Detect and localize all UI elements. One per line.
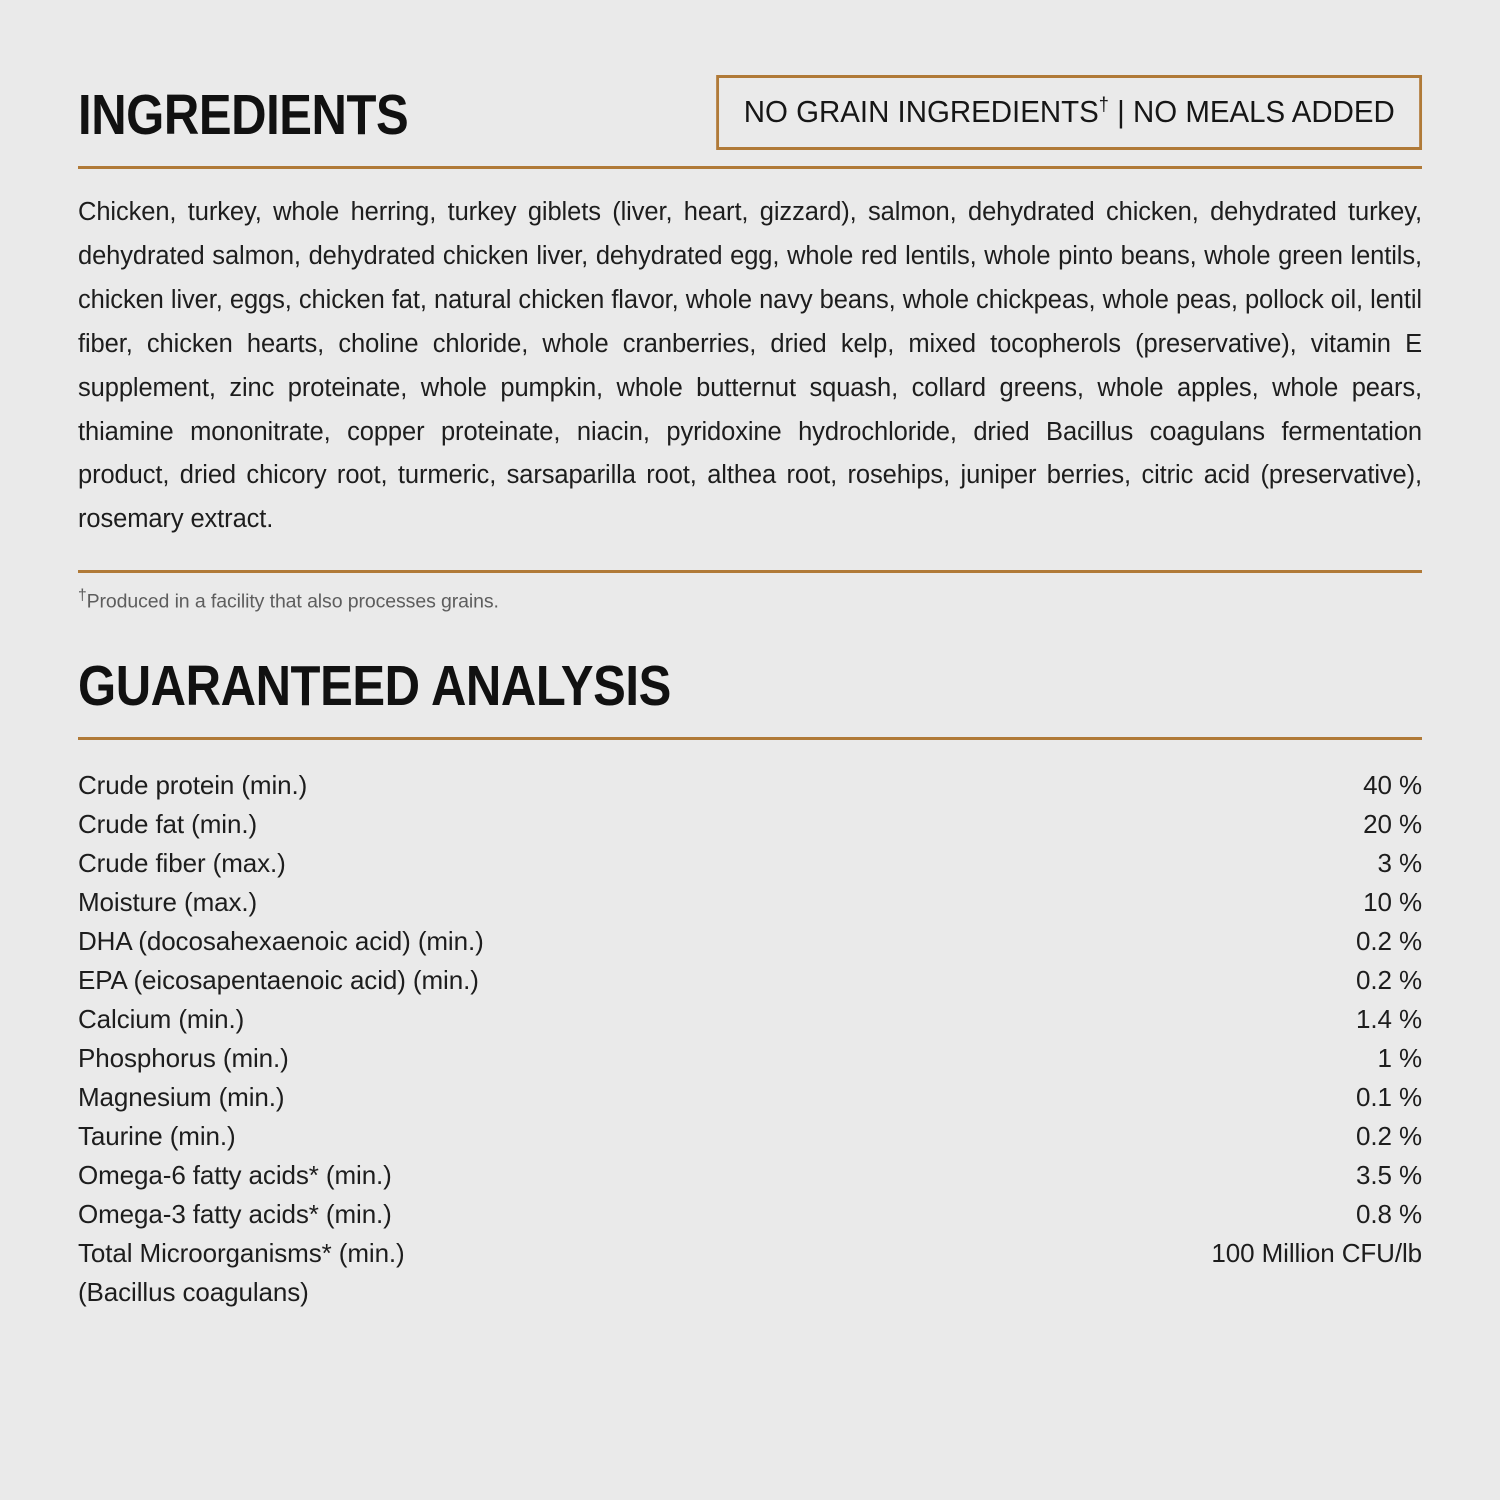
row-value: 100 Million CFU/lb [1211,1237,1422,1268]
row-label: Calcium (min.) [78,1003,245,1034]
row-label: Crude fat (min.) [78,808,258,839]
table-row [78,1039,1422,1078]
table-row [78,766,1422,805]
row-label: Magnesium (min.) [78,1081,285,1112]
ingredients-text: Chicken, turkey, whole herring, turkey giblets (liver, heart, gizzard), salmon, dehydrated chicken, dehydrated turkey, dehydrated salmon, dehydrated chicken liver, dehydrated egg, whole red lentils, whole pinto beans, whole green lentils, chicken liver, eggs, chicken fat, natural chicken flavor, whole navy beans, whole chickpeas, whole peas, pollock oil, lentil fiber, chicken hearts, choline chloride, whole cranberries, dried kelp, mixed tocopherols (preservative), vitamin E supplement, zinc proteinate, whole pumpkin, whole butternut squash, collard greens, whole apples, whole pears, thiamine mononitrate, copper proteinate, niacin, pyridoxine hydrochloride, dried Bacillus coagulans fermentation product, dried chicory root, turmeric, sarsaparilla root, althea root, rosehips, juniper berries, citric acid (preservative), rosemary extract. [78,198,1422,534]
grain-facility-footnote: †Produced in a facility that also processes grains. [78,587,499,613]
row-value: 10 % [1363,886,1422,917]
row-label: Moisture (max.) [78,886,258,917]
table-row [78,1156,1422,1195]
row-value-empty [922,1273,1422,1312]
table-row [78,1000,1422,1039]
guaranteed-analysis-body [78,766,1422,1312]
row-label: Total Microorganisms* (min.) [78,1237,405,1268]
table-row [78,922,1422,961]
ingredients-heading: INGREDIENTS [78,83,409,148]
no-grain-badge-label: NO GRAIN INGREDIENTS† | NO MEALS ADDED [743,94,1395,130]
row-value: 0.8 % [1356,1198,1422,1229]
row-value: 3 % [1377,847,1422,878]
ingredients-divider [78,166,1422,169]
table-row [78,1078,1422,1117]
table-row [78,1234,1422,1273]
row-label: Crude fiber (max.) [78,847,286,878]
row-value: 0.1 % [1356,1081,1422,1112]
table-row [78,1195,1422,1234]
row-label: Omega-3 fatty acids* (min.) [78,1198,392,1229]
table-row [78,883,1422,922]
guaranteed-analysis-heading: GUARANTEED ANALYSIS [78,653,671,718]
row-label: EPA (eicosapentaenoic acid) (min.) [78,964,479,995]
table-row [78,844,1422,883]
row-label: DHA (docosahexaenoic acid) (min.) [78,925,484,956]
row-value: 0.2 % [1356,925,1422,956]
row-value: 40 % [1363,769,1422,800]
guaranteed-analysis-table [78,766,1422,1312]
row-value: 0.2 % [1356,1120,1422,1151]
table-row [78,805,1422,844]
guaranteed-analysis-note: (Bacillus coagulans) [78,1276,309,1307]
row-value: 0.2 % [1356,964,1422,995]
row-value: 3.5 % [1356,1159,1422,1190]
row-value: 1.4 % [1356,1003,1422,1034]
row-value: 1 % [1377,1042,1422,1073]
guaranteed-analysis-divider [78,737,1422,740]
table-row [78,961,1422,1000]
row-label: Taurine (min.) [78,1120,236,1151]
table-row [78,1273,1422,1312]
row-label: Omega-6 fatty acids* (min.) [78,1159,392,1190]
ingredients-header [78,75,1422,154]
row-label: Phosphorus (min.) [78,1042,289,1073]
table-row [78,1117,1422,1156]
no-grain-badge [716,75,1422,150]
row-label: Crude protein (min.) [78,769,308,800]
footnote-divider [78,570,1422,573]
footnote-text: Produced in a facility that also processes grains. [86,590,499,613]
row-value: 20 % [1363,808,1422,839]
